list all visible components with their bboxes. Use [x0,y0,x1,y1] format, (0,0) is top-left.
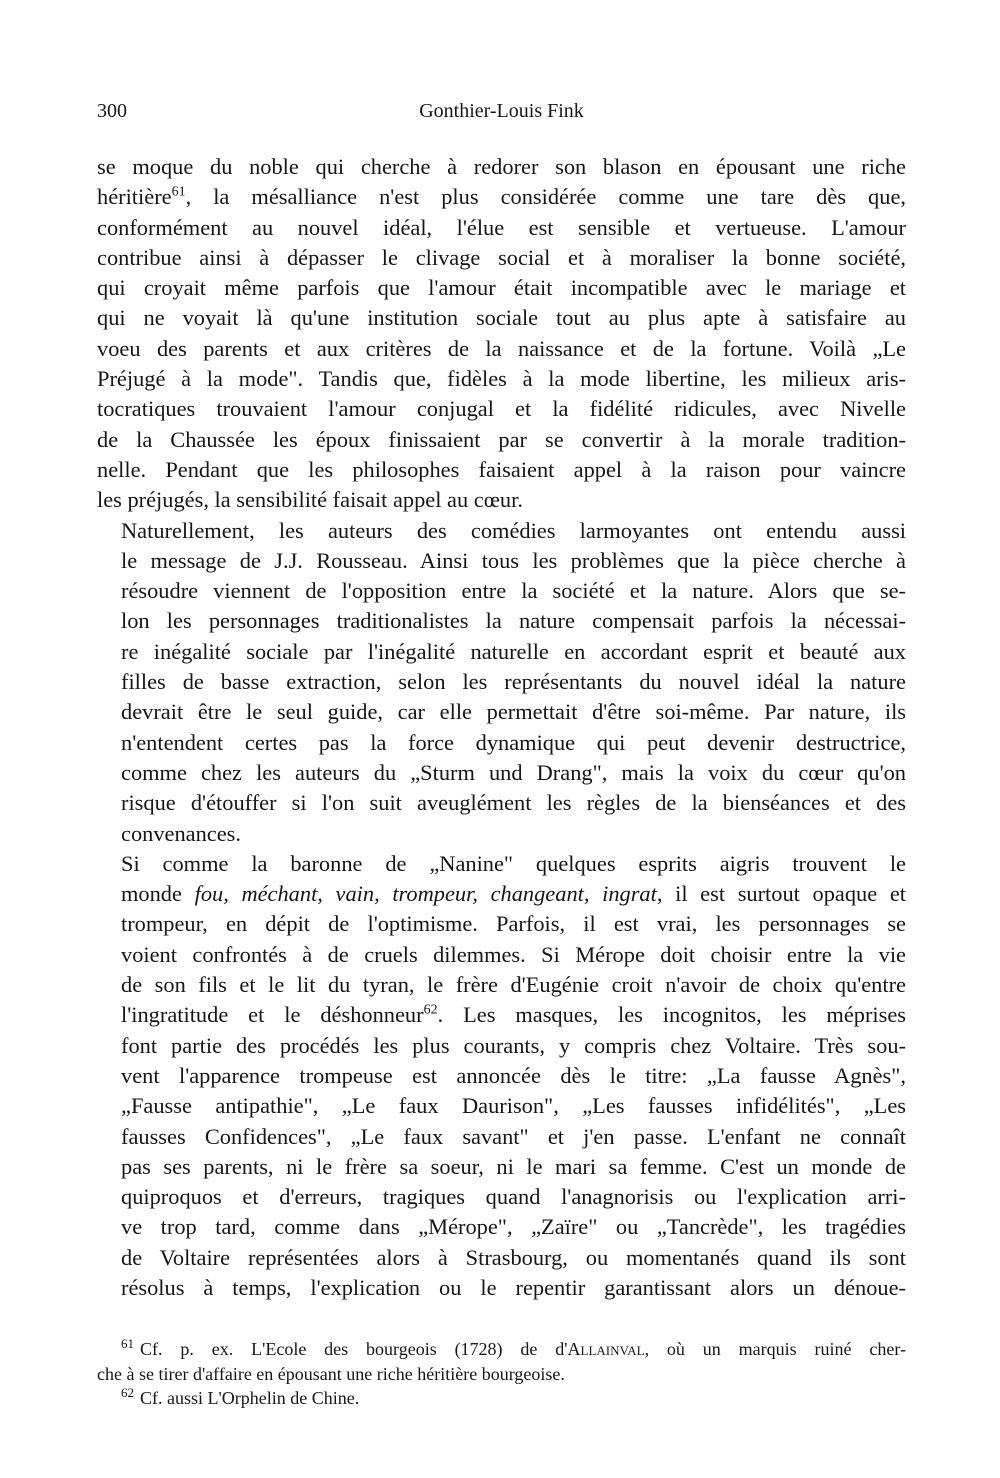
text-line: devrait être le seul guide, car elle permettait d'être soi-même. Par nature, ils [121,699,906,725]
text-line: contribue ainsi à dépasser le clivage social et à moraliser la bonne société, [97,244,906,270]
footnote-mark: 62 [121,1385,134,1400]
footnotes [97,1337,906,1411]
paragraph-2 [97,516,906,849]
paragraph-1 [97,152,906,516]
text-line: résoudre viennent de l'opposition entre la société et la nature. Alors que se- [121,578,906,604]
text-line: Si comme la baronne de „Nanine" quelques esprits aigris trouvent le [121,850,906,876]
text-line: che à se tirer d'affaire en épousant une riche héritière bourgeoise. [97,1363,565,1384]
text-run: l'ingratitude et le déshonneur [121,1002,424,1028]
text-line: voient confrontés à de cruels dilemmes. Si Mérope doit choisir entre la vie [121,941,906,967]
page-number: 300 [97,100,127,122]
text-line: conformément au nouvel idéal, l'élue est sensible et vertueuse. L'amour [97,214,906,240]
text-line: lon les personnages traditionalistes la nature compensait parfois la nécessai- [121,608,906,634]
text-line: quiproquos et d'erreurs, tragiques quand l'anagnorisis ou l'explication arri- [121,1184,906,1210]
text-line [97,1386,906,1411]
text-run: il est surtout opaque et [662,881,906,907]
text-line: vent l'apparence trompeuse est annoncée dès le titre: „La fausse Agnès", [121,1062,906,1088]
text-line: de son fils et le lit du tyran, le frère d'Eugénie croit n'avoir de choix qu'entre [121,972,906,998]
text-line: voeu des parents et aux critères de la naissance et de la fortune. Voilà „Le [97,335,906,361]
text-run: monde [121,881,195,907]
text-line [97,879,906,909]
footnote-ref-62: 62 [423,1002,438,1018]
running-head-author: Gonthier-Louis Fink [419,100,584,122]
text-line: Naturellement, les auteurs des comédies larmoyantes ont entendu aussi [121,517,906,543]
text-line: le message de J.J. Rousseau. Ainsi tous les problèmes que la pièce cherche à [121,547,906,573]
footnote-mark: 61 [121,1336,134,1351]
footnote-61 [97,1337,906,1386]
text-line: font partie des procédés les plus courants, y compris chez Voltaire. Très sou- [121,1032,906,1058]
text-line: résolus à temps, l'explication ou le repentir garantissant alors un dénoue- [121,1274,906,1300]
text-line: tocratiques trouvaient l'amour conjugal et la fidélité ridicules, avec Nivelle [97,396,906,422]
text-line: re inégalité sociale par l'inégalité naturelle en accordant esprit et beauté aux [121,638,906,664]
text-line: fausses Confidences", „Le faux savant" et j'en passe. L'enfant ne connaît [121,1123,906,1149]
text-line: Préjugé à la mode". Tandis que, fidèles à la mode libertine, les milieux aris- [97,366,906,392]
text-line: filles de basse extraction, selon les représentants du nouvel idéal la nature [121,669,906,695]
text-run: , où un marquis ruiné cher- [644,1339,906,1359]
body-text [97,152,906,1303]
text-line: de Voltaire représentées alors à Strasbourg, ou momentanés quand ils sont [121,1244,906,1270]
text-line: trompeur, en dépit de l'optimisme. Parfois, il est vrai, les personnages se [121,911,906,937]
text-run: Cf. aussi L'Orphelin de Chine. [140,1388,360,1408]
text-line [97,182,906,212]
italic-quote: fou, méchant, vain, trompeur, changeant, ingrat, [194,881,663,907]
text-line: qui croyait même parfois que l'amour était incompatible avec le mariage et [97,275,906,301]
text-line [97,1000,906,1030]
text-run: . Les masques, les incognitos, les méprises [437,1002,906,1028]
text-line: ve trop tard, comme dans „Mérope", „Zaïre" ou „Tancrède", les tragédies [121,1214,906,1240]
text-run: héritière [97,184,172,210]
text-line [97,1337,906,1362]
paragraph-3 [97,849,906,1303]
text-line: n'entendent certes pas la force dynamique qui peut devenir destructrice, [121,729,906,755]
text-line: qui ne voyait là qu'une institution sociale tout au plus apte à satisfaire au [97,305,906,331]
text-line: nelle. Pendant que les philosophes faisaient appel à la raison pour vaincre [97,456,906,482]
author-name-small-caps: Allainval [567,1339,645,1359]
footnote-62 [97,1386,906,1411]
text-line: risque d'étouffer si l'on suit aveuglément les règles de la bienséances et des [121,790,906,816]
footnote-ref-61: 61 [171,184,186,200]
text-line: „Fausse antipathie", „Le faux Daurison", „Les fausses infidélités", „Les [121,1093,906,1119]
text-run: Cf. p. ex. L'Ecole des bourgeois (1728) de d' [140,1339,568,1359]
text-line: convenances. [121,820,241,846]
page-header [97,100,906,130]
text-run: , la mésalliance n'est plus considérée comme une tare dès que, [185,184,906,210]
text-line: comme chez les auteurs du „Sturm und Drang", mais la voix du cœur qu'on [121,759,906,785]
text-line: pas ses parents, ni le frère sa soeur, ni le mari sa femme. C'est un monde de [121,1153,906,1179]
text-line: de la Chaussée les époux finissaient par se convertir à la morale tradition- [97,426,906,452]
text-line: les préjugés, la sensibilité faisait appel au cœur. [97,487,523,513]
text-line: se moque du noble qui cherche à redorer son blason en épousant une riche [97,154,906,179]
